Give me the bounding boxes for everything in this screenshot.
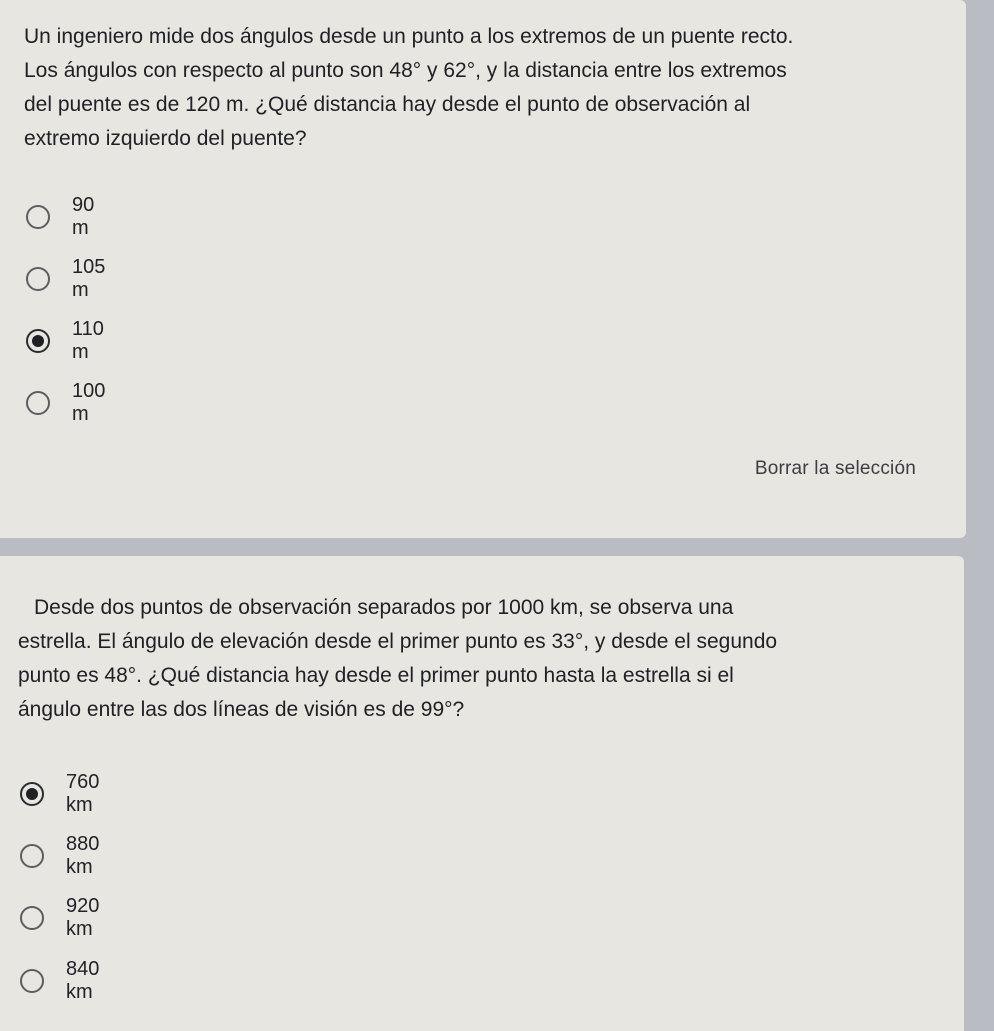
question-line: extremo izquierdo del puente? bbox=[24, 127, 307, 150]
question-line: punto es 48°. ¿Qué distancia hay desde el primer punto hasta la estrella si el bbox=[18, 664, 734, 687]
clear-selection-button[interactable]: Borrar la selección bbox=[754, 458, 916, 479]
option-110m[interactable] bbox=[26, 318, 104, 363]
question-card-2 bbox=[0, 556, 964, 1031]
option-105m[interactable] bbox=[26, 256, 106, 301]
option-label: 880 km bbox=[66, 833, 100, 878]
option-880km[interactable] bbox=[20, 833, 100, 878]
option-label: 840 km bbox=[66, 958, 100, 1003]
question-line: estrella. El ángulo de elevación desde el primer punto es 33°, y desde el segundo bbox=[18, 630, 778, 653]
option-label: 920 km bbox=[66, 895, 100, 940]
question-line: Un ingeniero mide dos ángulos desde un punto a los extremos de un puente recto. bbox=[24, 25, 794, 48]
radio-unselected-icon[interactable] bbox=[26, 391, 50, 415]
option-100m[interactable] bbox=[26, 380, 106, 425]
option-760km[interactable] bbox=[20, 771, 100, 816]
radio-unselected-icon[interactable] bbox=[26, 205, 50, 229]
question-text bbox=[24, 20, 944, 156]
radio-selected-icon[interactable] bbox=[20, 782, 44, 806]
radio-unselected-icon[interactable] bbox=[20, 906, 44, 930]
radio-unselected-icon[interactable] bbox=[20, 969, 44, 993]
question-line: Desde dos puntos de observación separados por 1000 km, se observa una bbox=[34, 596, 734, 619]
option-label: 105 m bbox=[72, 256, 106, 301]
option-label: 100 m bbox=[72, 380, 106, 425]
option-840km[interactable] bbox=[20, 958, 100, 1003]
option-label: 90 m bbox=[72, 194, 95, 239]
radio-unselected-icon[interactable] bbox=[20, 844, 44, 868]
question-text bbox=[18, 591, 938, 727]
option-label: 110 m bbox=[72, 318, 104, 363]
radio-unselected-icon[interactable] bbox=[26, 267, 50, 291]
question-line: Los ángulos con respecto al punto son 48° y 62°, y la distancia entre los extremos bbox=[24, 59, 787, 82]
question-line: del puente es de 120 m. ¿Qué distancia hay desde el punto de observación al bbox=[24, 93, 751, 116]
question-line: ángulo entre las dos líneas de visión es de 99°? bbox=[18, 698, 465, 721]
option-90m[interactable] bbox=[26, 194, 95, 239]
option-label: 760 km bbox=[66, 771, 100, 816]
option-920km[interactable] bbox=[20, 895, 100, 940]
radio-selected-icon[interactable] bbox=[26, 329, 50, 353]
